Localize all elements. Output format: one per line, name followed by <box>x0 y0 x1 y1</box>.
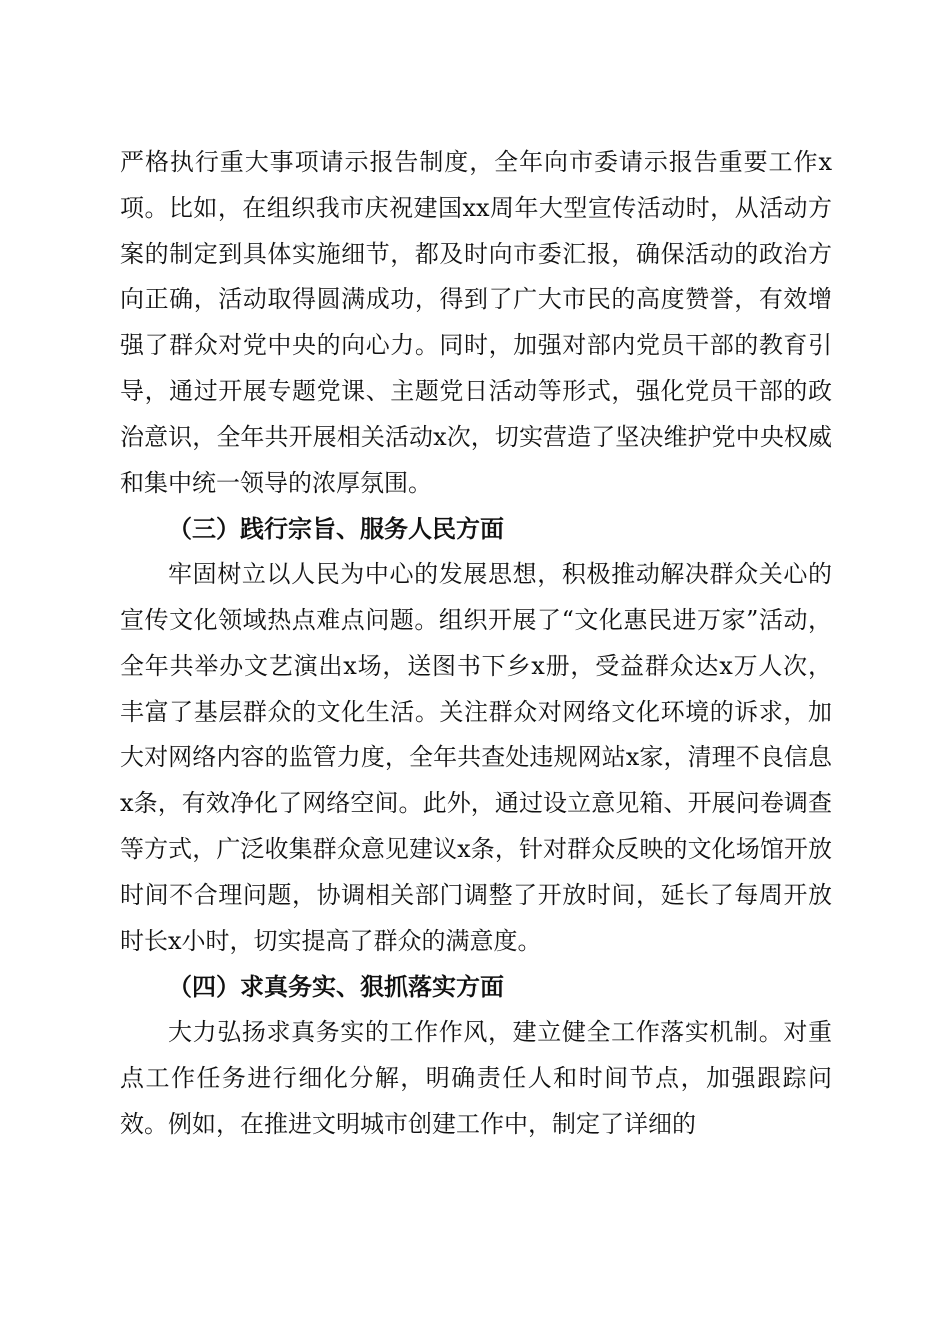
body-paragraph-implementation: 大力弘扬求真务实的工作作风，建立健全工作落实机制。对重点工作任务进行细化分解，明确责任人和时间节点，加强跟踪问效。例如，在推进文明城市创建工作中，制定了详细的 <box>120 1018 832 1138</box>
body-paragraph-continuation: 严格执行重大事项请示报告制度，全年向市委请示报告重要工作x项。比如，在组织我市庆祝建国xx周年大型宣传活动时，从活动方案的制定到具体实施细节，都及时向市委汇报，确保活动的政治方向正确，活动取得圆满成功，得到了广大市民的高度赞誉，有效增强了群众对党中央的向心力。同时，加强对部内党员干部的教育引导，通过开展专题党课、主题党日活动等形式，强化党员干部的政治意识，全年共开展相关活动x次，切实营造了坚决维护党中央权威和集中统一领导的浓厚氛围。 <box>120 148 832 497</box>
document-body <box>120 140 832 1148</box>
body-paragraph-serve-people: 牢固树立以人民为中心的发展思想，积极推动解决群众关心的宣传文化领域热点难点问题。组织开展了“文化惠民进万家”活动，全年共举办文艺演出x场，送图书下乡x册，受益群众达x万人次，丰富了基层群众的文化生活。关注群众对网络文化环境的诉求，加大对网络内容的监管力度，全年共查处违规网站x家，清理不良信息x条，有效净化了网络空间。此外，通过设立意见箱、开展问卷调查等方式，广泛收集群众意见建议x条，针对群众反映的文化场馆开放时间不合理问题，协调相关部门调整了开放时间，延长了每周开放时长x小时，切实提高了群众的满意度。 <box>120 560 832 955</box>
section-heading-four: （四）求真务实、狠抓落实方面 <box>168 972 504 1002</box>
section-heading-three: （三）践行宗旨、服务人民方面 <box>168 514 504 544</box>
